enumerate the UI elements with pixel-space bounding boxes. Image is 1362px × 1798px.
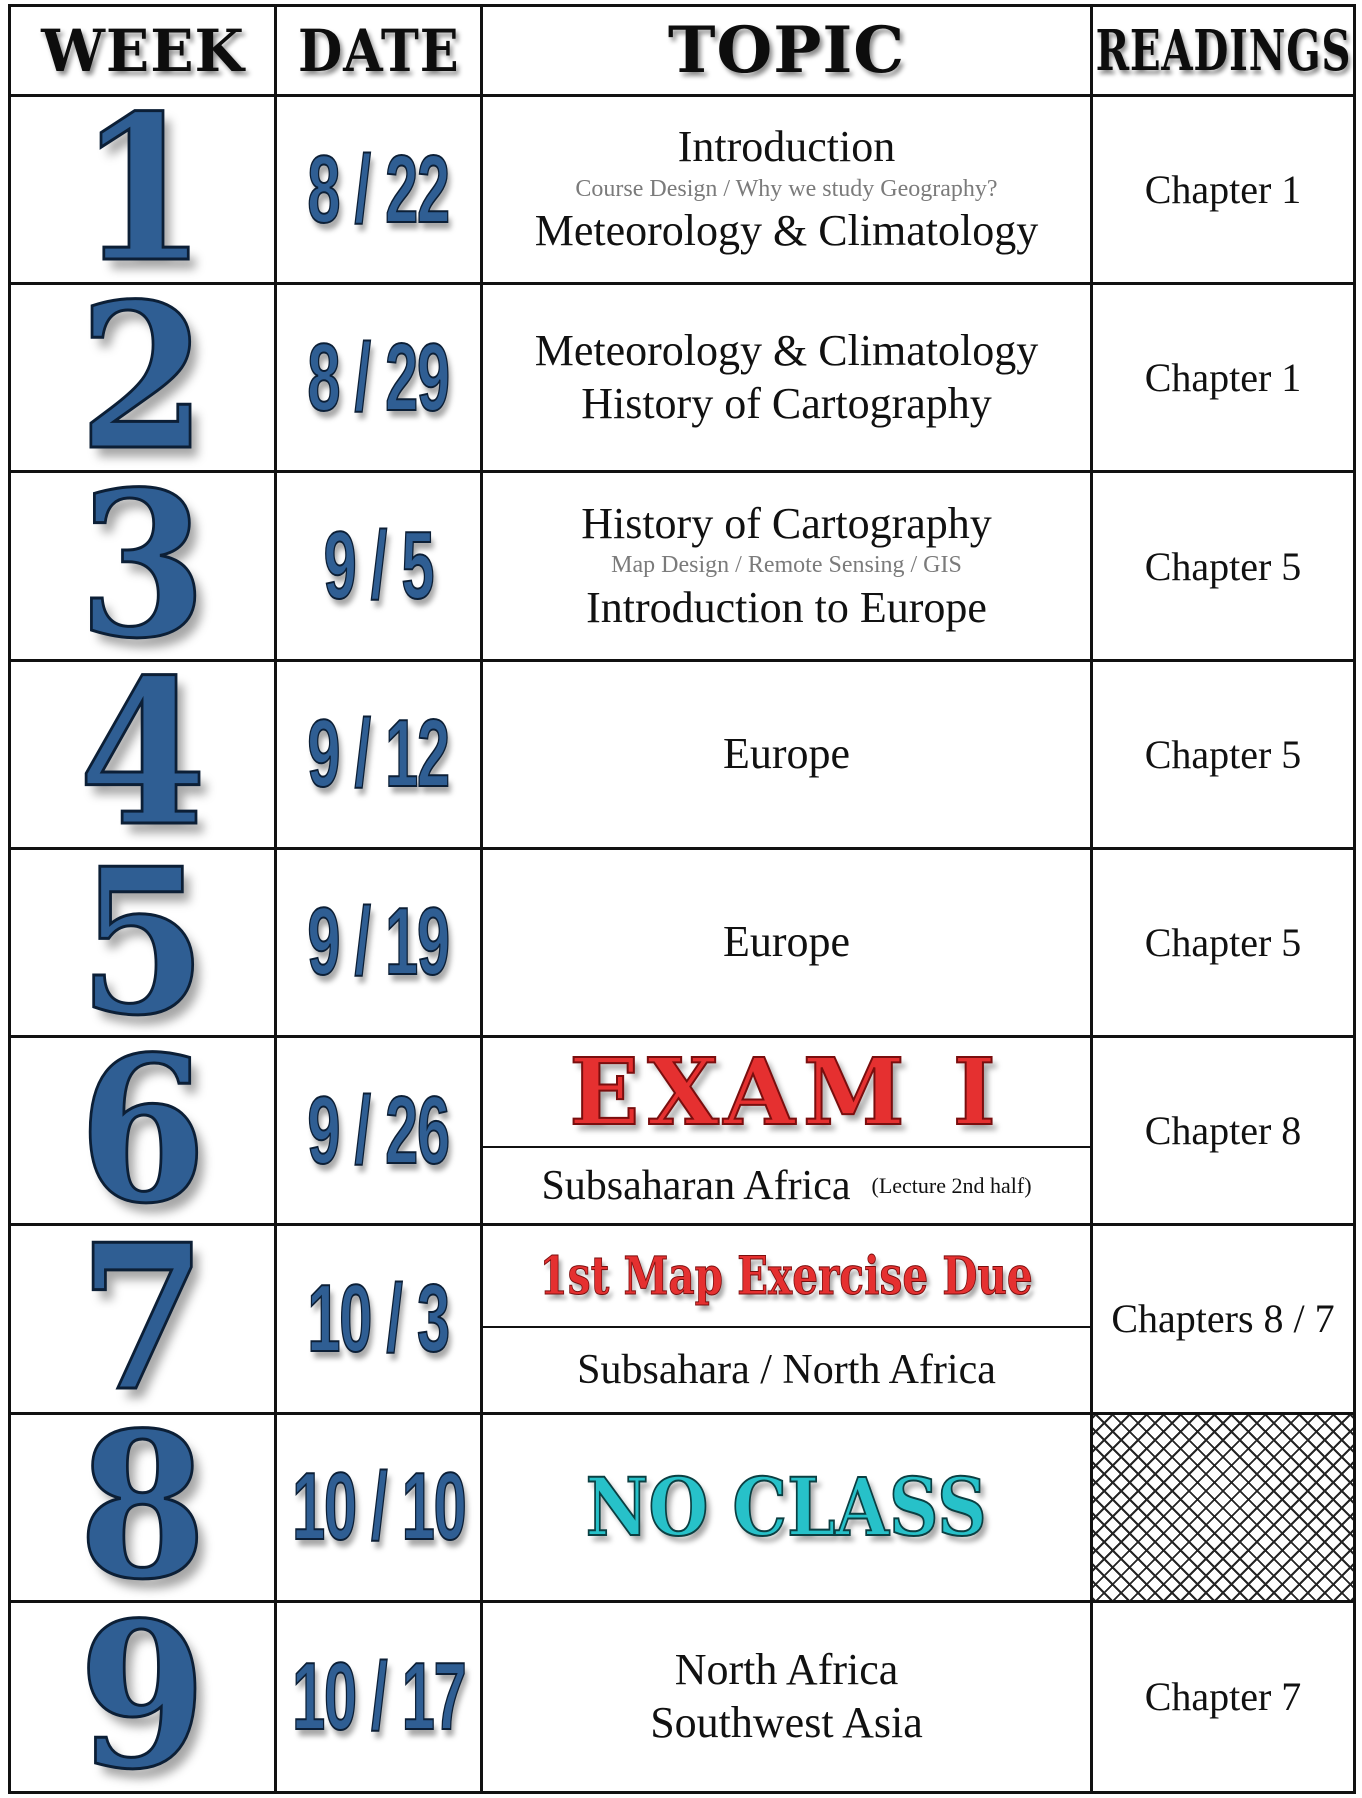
- exam-banner: EXAM I: [569, 1038, 1004, 1147]
- date-cell: [277, 1603, 483, 1791]
- topic-title: Subsahara / North Africa: [577, 1346, 996, 1393]
- week-cell: [11, 97, 277, 285]
- reading-cell: [1093, 473, 1353, 661]
- week-number: 5: [78, 849, 207, 1039]
- topic-bottom-area: [483, 1148, 1090, 1223]
- week-cell: [11, 473, 277, 661]
- week-cell: [11, 1226, 277, 1414]
- week-date: 9 / 26: [307, 1076, 450, 1184]
- reading-text: Chapter 5: [1144, 543, 1302, 589]
- date-cell: [277, 662, 483, 850]
- header-date: [277, 7, 483, 97]
- week-date: 9 / 5: [323, 512, 434, 620]
- reading-cell: [1093, 1226, 1353, 1414]
- week-number: 9: [78, 1602, 207, 1791]
- week-cell: [11, 285, 277, 473]
- topic-cell: [483, 285, 1093, 473]
- topic-cell: [483, 662, 1093, 850]
- topic-cell: [483, 473, 1093, 661]
- no-class-banner: NO CLASS: [585, 1460, 988, 1555]
- reading-text: Chapter 5: [1144, 919, 1302, 965]
- reading-text: Chapter 8: [1144, 1108, 1302, 1154]
- topic-title: History of Cartography: [581, 378, 992, 428]
- topic-cell: [483, 97, 1093, 285]
- reading-text: Chapter 5: [1144, 731, 1302, 777]
- week-date: 9 / 19: [307, 888, 450, 996]
- week-number: 1: [78, 97, 207, 286]
- week-cell: [11, 1415, 277, 1603]
- topic-title: Southwest Asia: [650, 1697, 923, 1747]
- week-date: 8 / 29: [307, 323, 450, 431]
- reading-cell: [1093, 1038, 1353, 1226]
- topic-subtitle: Map Design / Remote Sensing / GIS: [611, 552, 962, 579]
- topic-title: Introduction to Europe: [586, 582, 987, 632]
- reading-text: Chapter 1: [1144, 167, 1302, 213]
- header-readings-label: READINGS: [1095, 17, 1351, 84]
- topic-title: Introduction: [677, 122, 896, 172]
- week-cell: [11, 1038, 277, 1226]
- topic-title: Europe: [722, 917, 851, 967]
- reading-cell: [1093, 850, 1353, 1038]
- schedule-table: [8, 4, 1356, 1794]
- header-topic-label: TOPIC: [667, 13, 906, 88]
- week-number: 7: [78, 1226, 207, 1415]
- week-date: 10 / 3: [307, 1264, 450, 1372]
- topic-title: North Africa: [674, 1645, 899, 1695]
- date-cell: [277, 473, 483, 661]
- topic-title: Meteorology & Climatology: [534, 206, 1039, 256]
- date-cell: [277, 1038, 483, 1226]
- map-exercise-due-banner: 1st Map Exercise Due: [539, 1245, 1034, 1307]
- header-topic: [483, 7, 1093, 97]
- topic-cell: [483, 1415, 1093, 1603]
- week-number: 2: [78, 285, 207, 474]
- reading-cell: [1093, 1415, 1353, 1603]
- week-date: 10 / 10: [291, 1453, 466, 1561]
- week-number: 6: [78, 1038, 207, 1227]
- topic-cell: [483, 1038, 1093, 1226]
- topic-cell: [483, 1603, 1093, 1791]
- header-date-label: DATE: [297, 16, 460, 85]
- date-cell: [277, 850, 483, 1038]
- week-number: 3: [78, 473, 207, 662]
- header-week-label: WEEK: [40, 16, 245, 85]
- week-number: 8: [78, 1414, 207, 1603]
- topic-title: Meteorology & Climatology: [534, 326, 1039, 376]
- crosshatch-pattern: [1093, 1415, 1353, 1600]
- week-date: 9 / 12: [307, 700, 450, 808]
- reading-cell: [1093, 1603, 1353, 1791]
- topic-cell: [483, 850, 1093, 1038]
- week-date: 8 / 22: [307, 135, 450, 243]
- topic-title: Subsaharan Africa: [541, 1162, 851, 1209]
- topic-title: Europe: [722, 728, 851, 778]
- header-readings: [1093, 7, 1353, 97]
- date-cell: [277, 1226, 483, 1414]
- date-cell: [277, 1415, 483, 1603]
- reading-text: Chapter 7: [1144, 1674, 1302, 1720]
- week-number: 4: [78, 661, 207, 850]
- reading-cell: [1093, 97, 1353, 285]
- topic-highlight-area: [483, 1038, 1090, 1148]
- topic-bottom-area: [483, 1328, 1090, 1411]
- topic-highlight-area: [483, 1226, 1090, 1328]
- reading-text: Chapters 8 / 7: [1111, 1296, 1335, 1342]
- reading-text: Chapter 1: [1144, 355, 1302, 401]
- week-date: 10 / 17: [291, 1642, 466, 1750]
- date-cell: [277, 97, 483, 285]
- date-cell: [277, 285, 483, 473]
- topic-subtitle: Course Design / Why we study Geography?: [575, 176, 998, 203]
- topic-cell: [483, 1226, 1093, 1414]
- week-cell: [11, 662, 277, 850]
- reading-cell: [1093, 662, 1353, 850]
- week-cell: [11, 850, 277, 1038]
- week-cell: [11, 1603, 277, 1791]
- reading-cell: [1093, 285, 1353, 473]
- topic-note: (Lecture 2nd half): [871, 1172, 1032, 1198]
- header-week: [11, 7, 277, 97]
- topic-title: History of Cartography: [581, 498, 992, 548]
